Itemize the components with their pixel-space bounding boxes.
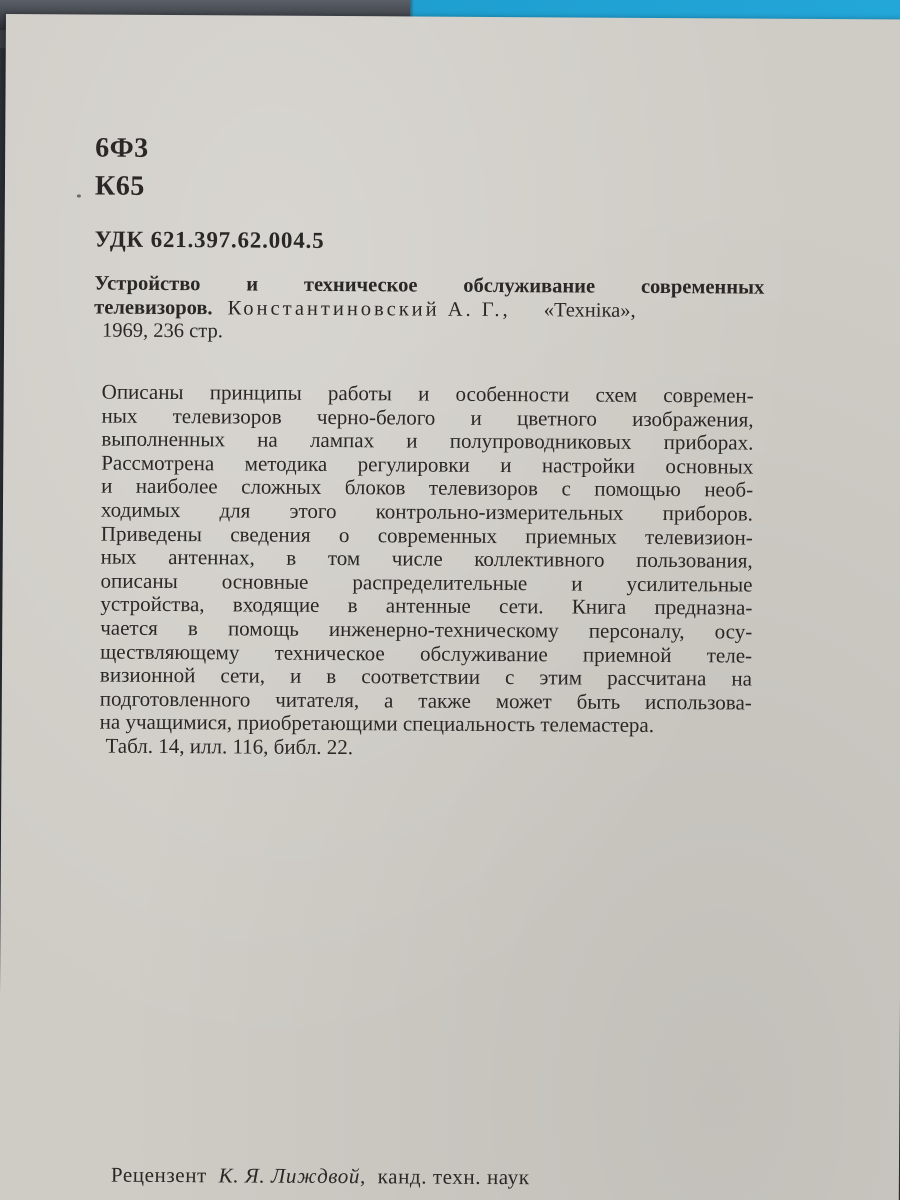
abstract-line: устройства, входящие в антенные сети. Книга предназна- xyxy=(100,591,753,620)
reviewer-name: К. Я. Лиждвой, xyxy=(218,1163,366,1189)
title-verso-page xyxy=(0,14,900,1200)
bib-title-line: Устройство и техническое обслуживание современных xyxy=(94,272,765,299)
reviewer-line xyxy=(111,1163,530,1191)
abstract xyxy=(99,381,753,762)
abstract-line: выполненных на лампах и полупроводниковых приборах. xyxy=(101,426,754,455)
bib-publisher: «Техніка», xyxy=(543,298,636,322)
abstract-line: Табл. 14, илл. 116, библ. 22. xyxy=(105,733,354,760)
bibliographic-record xyxy=(94,273,764,348)
author-mark: К65 xyxy=(94,170,145,202)
abstract-line: ных телевизоров черно-белого и цветного изображения, xyxy=(101,403,754,432)
abstract-line: подготовленного читателя, а также может быть использова- xyxy=(99,686,752,715)
abstract-line: визионной сети, и в соответствии с этим рассчитана на xyxy=(99,662,753,691)
abstract-line: Приведены сведения о современных приемных телевизион- xyxy=(100,521,753,550)
abstract-line: чается в помощь инженерно-техническому персоналу, осу- xyxy=(100,615,753,644)
abstract-line: ных антеннах, в том числе коллективного пользования, xyxy=(100,544,753,573)
reviewer-degree: канд. техн. наук xyxy=(377,1164,530,1190)
abstract-line: и наиболее сложных блоков телевизоров с помощью необ- xyxy=(101,473,754,502)
paper-speck xyxy=(77,194,81,197)
abstract-line: описаны основные распределительные и усилительные xyxy=(100,568,753,597)
abstract-line: ществляющему техническое обслуживание приемной теле- xyxy=(100,639,753,668)
bib-author: Константиновский А. Г., xyxy=(227,296,511,321)
abstract-line: ходимых для этого контрольно-измерительных приборов. xyxy=(100,497,754,526)
bib-title-end: телевизоров. xyxy=(94,296,213,319)
bib-year-pages: 1969, 236 стр. xyxy=(102,319,223,343)
reviewer-label: Рецензент xyxy=(110,1162,207,1188)
abstract-line: Рассмотрена методика регулировки и настройки основных xyxy=(101,450,754,479)
abstract-line: на учащимися, приобретающими специальность телемастера. xyxy=(99,709,655,738)
bbk-index: 6Ф3 xyxy=(95,132,149,164)
udk-code: УДК 621.397.62.004.5 xyxy=(94,226,325,253)
abstract-line: Описаны принципы работы и особенности схем современ- xyxy=(101,379,754,408)
